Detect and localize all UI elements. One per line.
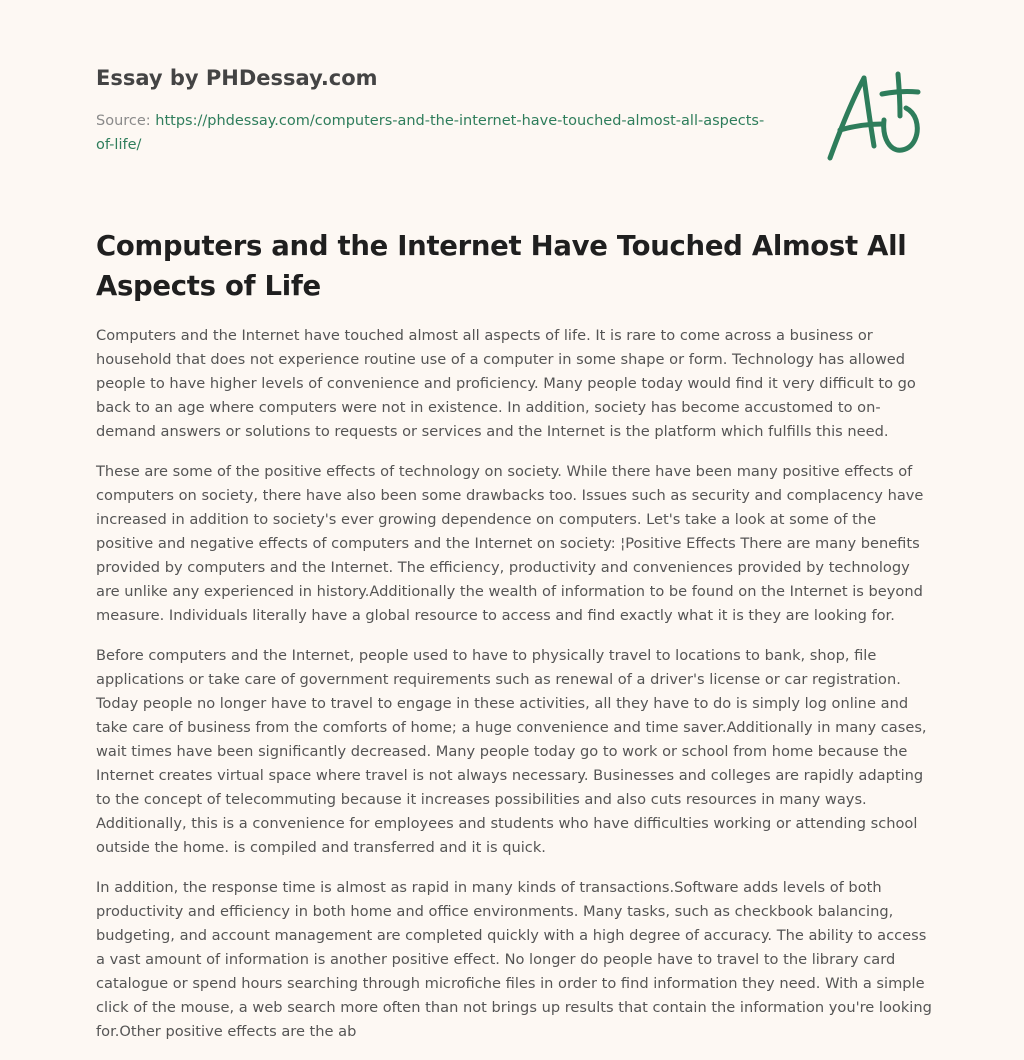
header [96, 64, 776, 157]
paragraph: Before computers and the Internet, people used to have to physically travel to locations to bank, shop, file applications or take care of government requirements such as renewal of a driver's license or car registration. Today people no longer have to travel to engage in these activities, all they have to do is simply log online and take care of business from the comforts of home; a huge convenience and time saver.Additionally in many cases, wait times have been significantly decreased. Many people today go to work or school from home because the Internet creates virtual space where travel is not always necessary. Businesses and colleges are rapidly adapting to the concept of telecommuting because it increases possibilities and also cuts resources in many ways. Additionally, this is a convenience for employees and students who have difficulties working or attending school outside the home. is compiled and transferred and it is quick. [96, 647, 927, 856]
page-title: Computers and the Internet Have Touched Almost All Aspects of Life [96, 230, 907, 302]
a-plus-logo-icon [820, 64, 930, 168]
paragraph: Computers and the Internet have touched almost all aspects of life. It is rare to come across a business or household that does not experience routine use of a computer in some shape or form. Technology has allowed people to have higher levels of convenience and proficiency. Many people today would find it very difficult to go back to an age where computers were not in existence. In addition, society has become accustomed to on-demand answers or solutions to requests or services and the Internet is the platform which fulfills this need. [96, 327, 916, 440]
paragraph: In addition, the response time is almost as rapid in many kinds of transactions.Software adds levels of both productivity and efficiency in both home and office environments. Many tasks, such as checkbook balancing, budgeting, and account management are completed quickly with a high degree of accuracy. The ability to access a vast amount of information is another positive effect. No longer do people have to travel to the library card catalogue or spend hours searching through microfiche files in order to find information they need. With a simple click of the mouse, a web search more often than not brings up results that contain the information you're looking for.Other positive effects are the ab [96, 879, 932, 1040]
source-line [96, 109, 776, 157]
article-body [96, 324, 932, 1060]
site-brand: Essay by PHDessay.com [96, 66, 378, 90]
source-link[interactable]: https://phdessay.com/computers-and-the-internet-have-touched-almost-all-aspects-of-life/ [96, 113, 765, 153]
a-plus-logo [820, 64, 930, 168]
paragraph: These are some of the positive effects of technology on society. While there have been many positive effects of computers on society, there have also been some drawbacks too. Issues such as security and complacency have increased in addition to society's ever growing dependence on computers. Let's take a look at some of the positive and negative effects of computers and the Internet on society: ¦Positive Effects There are many benefits provided by computers and the Internet. The efficiency, productivity and conveniences provided by technology are unlike any experienced in history.Additionally the wealth of information to be found on the Internet is beyond measure. Individuals literally have a global resource to access and find exactly what it is they are looking for. [96, 463, 924, 624]
source-label: Source: [96, 113, 151, 129]
